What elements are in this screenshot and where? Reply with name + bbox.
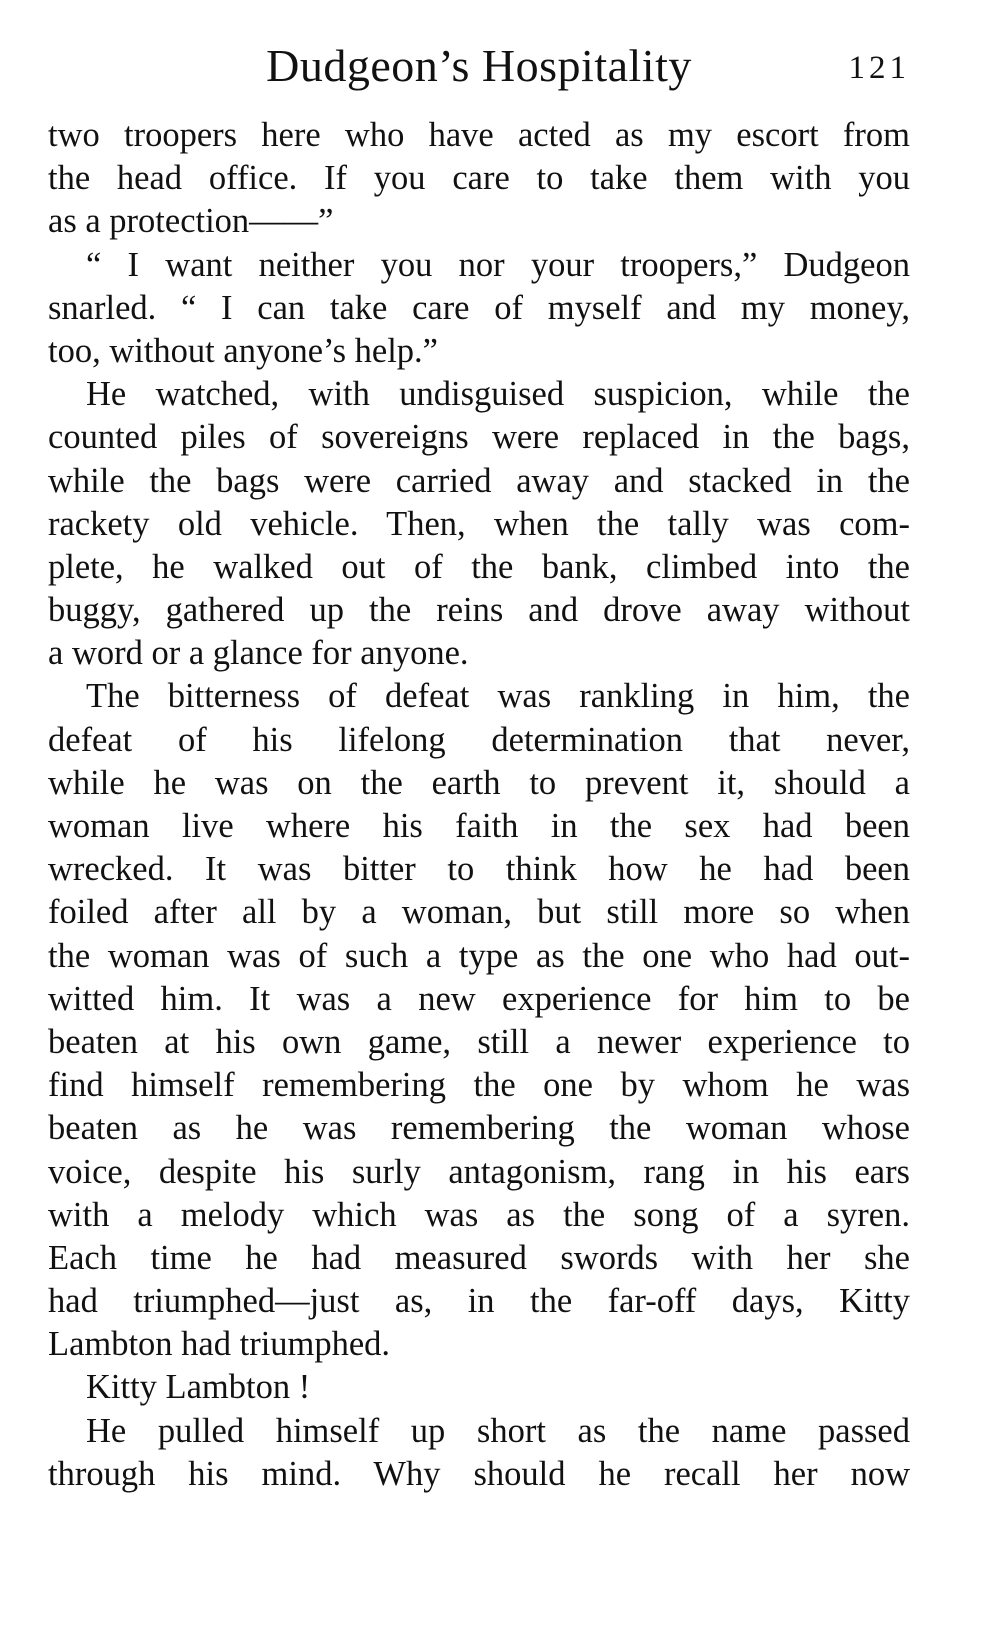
page-number: 121	[848, 50, 910, 86]
text-line: He pulled himself up short as the name passed	[86, 1411, 910, 1450]
chapter-title: Dudgeon’s Hospitality	[266, 40, 692, 91]
text-line: counted piles of sovereigns were replaced in the bags,	[48, 418, 910, 457]
text-line: He watched, with undisguised suspicion, while the	[86, 375, 910, 414]
running-head	[48, 36, 910, 98]
text-line: The bitterness of defeat was rankling in him, the	[86, 677, 910, 716]
text-line: Lambton had triumphed.	[48, 1325, 391, 1364]
text-line: had triumphed—just as, in the far-off days, Kitty	[48, 1282, 910, 1321]
text-line: rackety old vehicle. Then, when the tally was com-	[48, 504, 910, 543]
text-line: foiled after all by a woman, but still more so when	[48, 893, 910, 932]
body-text	[48, 114, 910, 1496]
text-line: beaten at his own game, still a newer experience to	[48, 1022, 910, 1061]
book-page	[48, 36, 910, 1496]
text-line: with a melody which was as the song of a syren.	[48, 1195, 910, 1234]
text-line: the woman was of such a type as the one who had out-	[48, 936, 910, 975]
text-line: witted him. It was a new experience for him to be	[48, 979, 910, 1018]
text-line: two troopers here who have acted as my escort from	[48, 116, 910, 154]
text-line: beaten as he was remembering the woman whose	[48, 1109, 910, 1148]
text-line: snarled. “ I can take care of myself and my money,	[48, 288, 910, 327]
text-line: a word or a glance for anyone.	[48, 634, 469, 673]
text-line: find himself remembering the one by whom he was	[48, 1066, 910, 1105]
text-line: through his mind. Why should he recall her now	[48, 1454, 910, 1493]
text-line: while he was on the earth to prevent it, should a	[48, 763, 910, 802]
text-line: Each time he had measured swords with her she	[48, 1238, 910, 1277]
text-line: defeat of his lifelong determination that never,	[48, 720, 910, 759]
text-line: Kitty Lambton !	[86, 1368, 311, 1407]
text-line: as a protection——”	[48, 202, 334, 241]
text-line: while the bags were carried away and stacked in the	[48, 461, 910, 500]
text-line: the head office. If you care to take them with you	[48, 159, 910, 198]
text-line: buggy, gathered up the reins and drove away without	[48, 591, 910, 630]
text-line: woman live where his faith in the sex had been	[48, 807, 910, 845]
text-line: too, without anyone’s help.”	[48, 331, 438, 370]
text-line: plete, he walked out of the bank, climbed into the	[48, 547, 910, 586]
text-line: wrecked. It was bitter to think how he had been	[48, 850, 910, 889]
text-line: “ I want neither you nor your troopers,” Dudgeon	[86, 245, 910, 284]
text-line: voice, despite his surly antagonism, rang in his ears	[48, 1152, 910, 1191]
